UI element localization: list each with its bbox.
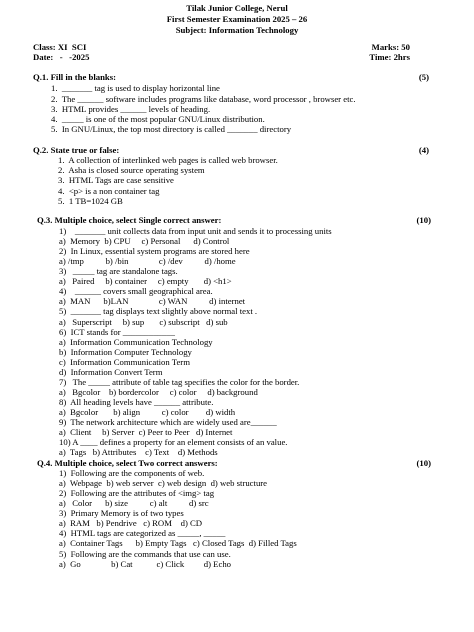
q1-item: 5. In GNU/Linux, the top most directory is called _______ directory xyxy=(51,124,292,134)
q1-item: 4. _____ is one of the most popular GNU/Linux distribution. xyxy=(51,114,265,124)
q2-item: 1. A collection of interlinked web pages is called web browser. xyxy=(58,155,278,165)
q3-line: a) Paired b) container c) empty d) <h1> xyxy=(59,276,232,286)
q4-line: 1) Following are the components of web. xyxy=(59,468,205,478)
subject-title: Subject: Information Technology xyxy=(175,25,299,35)
q2-marks: (4) xyxy=(418,145,429,155)
q3-line: 7) The _____ attribute of table tag specifies the color for the border. xyxy=(59,377,300,387)
q4-line: a) Color b) size c) alt d) src xyxy=(59,498,209,508)
q2-item: 5. 1 TB=1024 GB xyxy=(58,196,123,206)
q4-line: 3) Primary Memory is of two types xyxy=(59,508,184,518)
q4-line: 4) HTML tags are categorized as _____, _____ xyxy=(59,528,226,538)
q3-line: 5) _______ tag displays text slightly above normal text . xyxy=(59,306,258,316)
q3-line: 2) In Linux, essential system programs are stored here xyxy=(59,246,250,256)
q3-line: a) /tmp b) /bin c) /dev d) /home xyxy=(59,256,236,266)
q1-marks: (5) xyxy=(418,72,429,82)
q2-title: Q.2. State true or false: xyxy=(33,145,120,155)
q1-title: Q.1. Fill in the blanks: xyxy=(33,72,117,82)
q4-line: a) RAM b) Pendrive c) ROM d) CD xyxy=(59,518,203,528)
q3-line: 6) ICT stands for ____________ xyxy=(59,327,175,337)
q4-line: a) Go b) Cat c) Click d) Echo xyxy=(59,559,232,569)
q3-line: 4) ______ covers small geographical area. xyxy=(59,286,213,296)
q3-line: a) Bgcolor b) align c) color d) width xyxy=(59,407,236,417)
class-label: Class: XI SCI xyxy=(33,42,87,52)
exam-title: First Semester Examination 2025 – 26 xyxy=(166,14,308,24)
q3-line: 1) _______ unit collects data from input unit and sends it to processing units xyxy=(59,226,332,236)
q2-item: 2. Asha is closed source operating system xyxy=(58,165,205,175)
q2-item: 4. <p> is a non container tag xyxy=(58,186,160,196)
q3-line: 3) _____ tag are standalone tags. xyxy=(59,266,178,276)
q4-line: a) Container Tags b) Empty Tags c) Closed Tags d) Filled Tags xyxy=(59,538,297,548)
q3-line: a) Tags b) Attributes c) Text d) Methods xyxy=(59,447,218,457)
q3-title: Q.3. Multiple choice, select Single correct answer: xyxy=(37,215,222,225)
q2-item: 3. HTML Tags are case sensitive xyxy=(58,175,174,185)
q1-item: 3. HTML provides ______ levels of heading. xyxy=(51,104,211,114)
q3-line: a) Client b) Server c) Peer to Peer d) Internet xyxy=(59,427,233,437)
marks-label: Marks: 50 xyxy=(371,42,410,52)
q4-line: 2) Following are the attributes of <img> tag xyxy=(59,488,215,498)
q4-title: Q.4. Multiple choice, select Two correct answers: xyxy=(37,458,218,468)
q1-item: 1. _______ tag is used to display horizontal line xyxy=(51,83,220,93)
q3-line: d) Information Convert Term xyxy=(59,367,163,377)
q3-line: c) Information Communication Term xyxy=(59,357,190,367)
q3-line: a) Information Communication Technology xyxy=(59,337,213,347)
q3-line: a) MAN b)LAN c) WAN d) internet xyxy=(59,296,246,306)
q4-marks: (10) xyxy=(416,458,431,468)
q3-line: 8) All heading levels have ______ attribute. xyxy=(59,397,214,407)
q1-item: 2. The ______ software includes programs like database, word processor , browser etc. xyxy=(51,94,356,104)
q3-line: 9) The network architecture which are widely used are______ xyxy=(59,417,277,427)
q3-line: a) Superscript b) sup c) subscript d) sub xyxy=(59,317,228,327)
q3-marks: (10) xyxy=(416,215,431,225)
q4-line: 5) Following are the commands that use can use. xyxy=(59,549,231,559)
q3-line: a) Bgcolor b) bordercolor c) color d) background xyxy=(59,387,258,397)
q3-line: b) Information Computer Technology xyxy=(59,347,192,357)
date-label: Date: - -2025 xyxy=(33,52,90,62)
q3-line: a) Memory b) CPU c) Personal d) Control xyxy=(59,236,230,246)
q4-line: a) Webpage b) web server c) web design d) web structure xyxy=(59,478,268,488)
time-label: Time: 2hrs xyxy=(369,52,410,62)
q3-line: 10) A ____ defines a property for an element consists of an value. xyxy=(59,437,288,447)
college-name: Tilak Junior College, Nerul xyxy=(186,3,288,13)
